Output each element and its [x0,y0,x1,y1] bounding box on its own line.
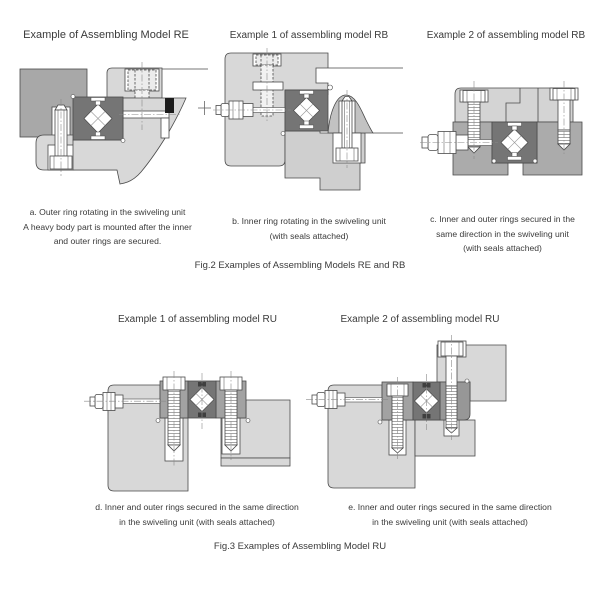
title-model-rb-1: Example 1 of assembling model RB [229,30,389,41]
bearing-cross-section [492,122,537,163]
bearing-cross-section [71,95,125,143]
diagram-model-ru-2 [300,330,535,505]
seal-black-section [165,98,174,113]
diagram-model-rb-1 [213,48,403,210]
fig2-caption: Fig.2 Examples of Assembling Models RE and RB [194,260,406,271]
diagram-model-ru-1 [72,333,302,498]
flange [253,82,283,90]
title-model-rb-2: Example 2 of assembling model RB [426,30,586,41]
title-model-re: Example of Assembling Model RE [23,29,189,41]
caption-a: a. Outer ring rotating in the swiveling unit A heavy body part is mounted after the inner and outer rings are secured. [23,207,192,246]
title-model-ru-1: Example 1 of assembling model RU [118,314,277,325]
diagram-model-rb-2 [418,55,598,210]
caption-e: e. Inner and outer rings secured in the same direction in the swiveling unit (with seals attached) [348,502,552,527]
fig3-caption: Fig.3 Examples of Assembling Model RU [213,541,387,552]
title-model-ru-2: Example 2 of assembling model RU [340,314,500,325]
diagram-model-re [8,52,213,207]
caption-b: b. Inner ring rotating in the swiveling unit (with seals attached) [232,216,386,241]
caption-c: c. Inner and outer rings secured in the same direction in the swiveling unit (with seals attached) [430,214,575,253]
datum-cross-mark [198,101,211,115]
caption-d: d. Inner and outer rings secured in the same direction in the swiveling unit (with seals attached) [95,502,299,527]
